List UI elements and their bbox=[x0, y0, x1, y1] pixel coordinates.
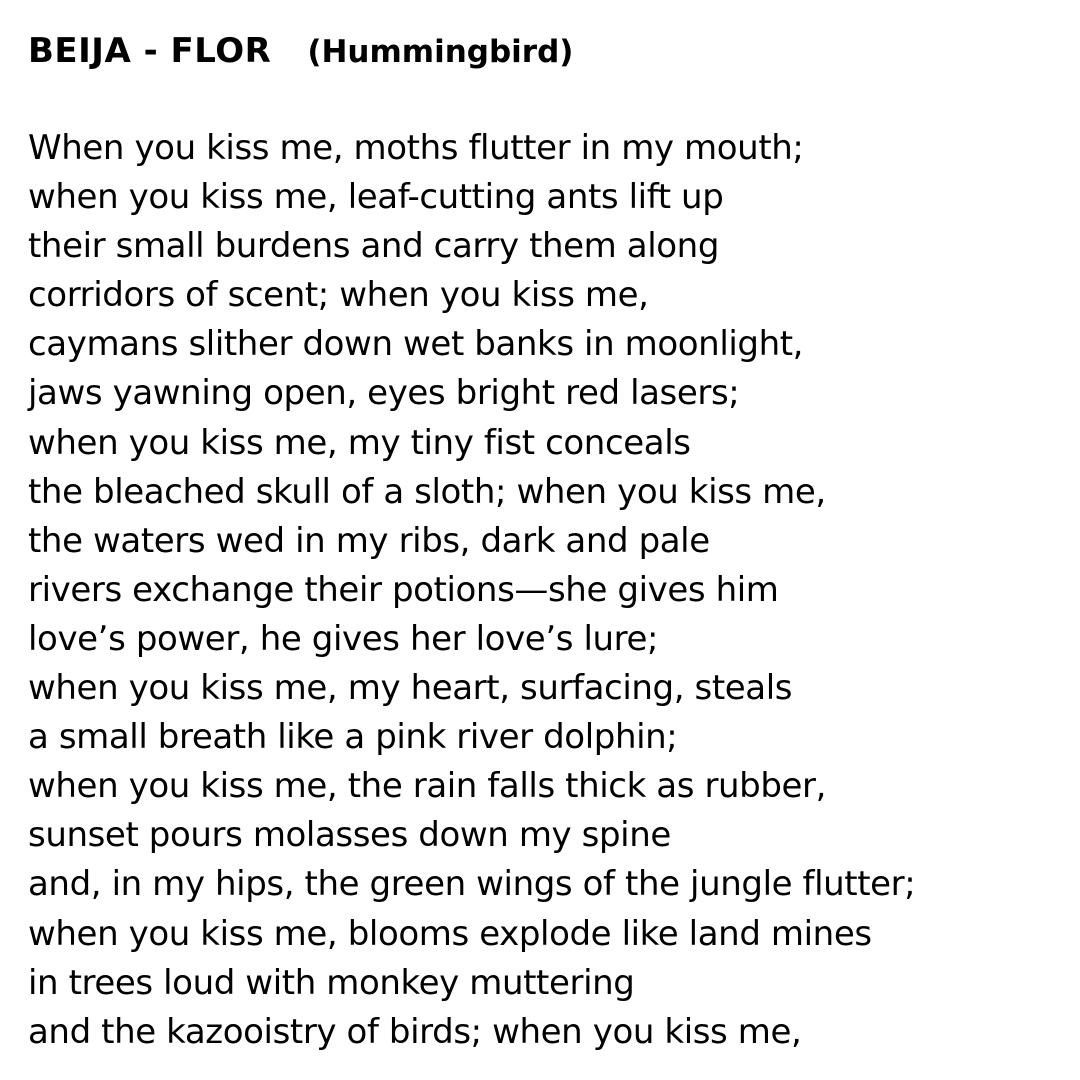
poem-line: their small burdens and carry them along bbox=[28, 226, 720, 267]
poem-title: BEIJA - FLOR bbox=[28, 31, 272, 71]
poem-line: rivers exchange their potions—she gives him bbox=[28, 569, 779, 610]
poem-line: jaws yawning open, eyes bright red lasers; bbox=[28, 373, 740, 414]
poem-title-row bbox=[28, 26, 1060, 82]
poem-line: when you kiss me, my tiny fist conceals bbox=[28, 422, 691, 463]
poem-line: caymans slither down wet banks in moonlight, bbox=[28, 324, 804, 365]
poem-line: sunset pours molasses down my spine bbox=[28, 815, 671, 856]
poem-line: When you kiss me, moths flutter in my mouth; bbox=[28, 128, 804, 168]
poem-line: corridors of scent; when you kiss me, bbox=[28, 275, 649, 316]
poem-line: when you kiss me, the rain falls thick as rubber, bbox=[28, 766, 827, 807]
poem-line: love’s power, he gives her love’s lure; bbox=[28, 618, 659, 659]
poem-line: and the kazooistry of birds; when you kiss me, bbox=[28, 1011, 802, 1052]
poem-line: the waters wed in my ribs, dark and pale bbox=[28, 520, 710, 561]
poem-line: when you kiss me, leaf-cutting ants lift up bbox=[28, 177, 724, 218]
poem-line: in trees loud with monkey muttering bbox=[28, 962, 635, 1003]
poem-line: a small breath like a pink river dolphin; bbox=[28, 717, 678, 758]
poem-subtitle: (Hummingbird) bbox=[307, 34, 574, 70]
poem-body bbox=[28, 124, 1060, 1057]
poem-page bbox=[28, 26, 1060, 1057]
poem-line: when you kiss me, blooms explode like land mines bbox=[28, 913, 872, 954]
poem-line: and, in my hips, the green wings of the jungle flutter; bbox=[28, 864, 916, 905]
poem-line: when you kiss me, my heart, surfacing, steals bbox=[28, 668, 793, 709]
poem-line: the bleached skull of a sloth; when you kiss me, bbox=[28, 471, 826, 512]
